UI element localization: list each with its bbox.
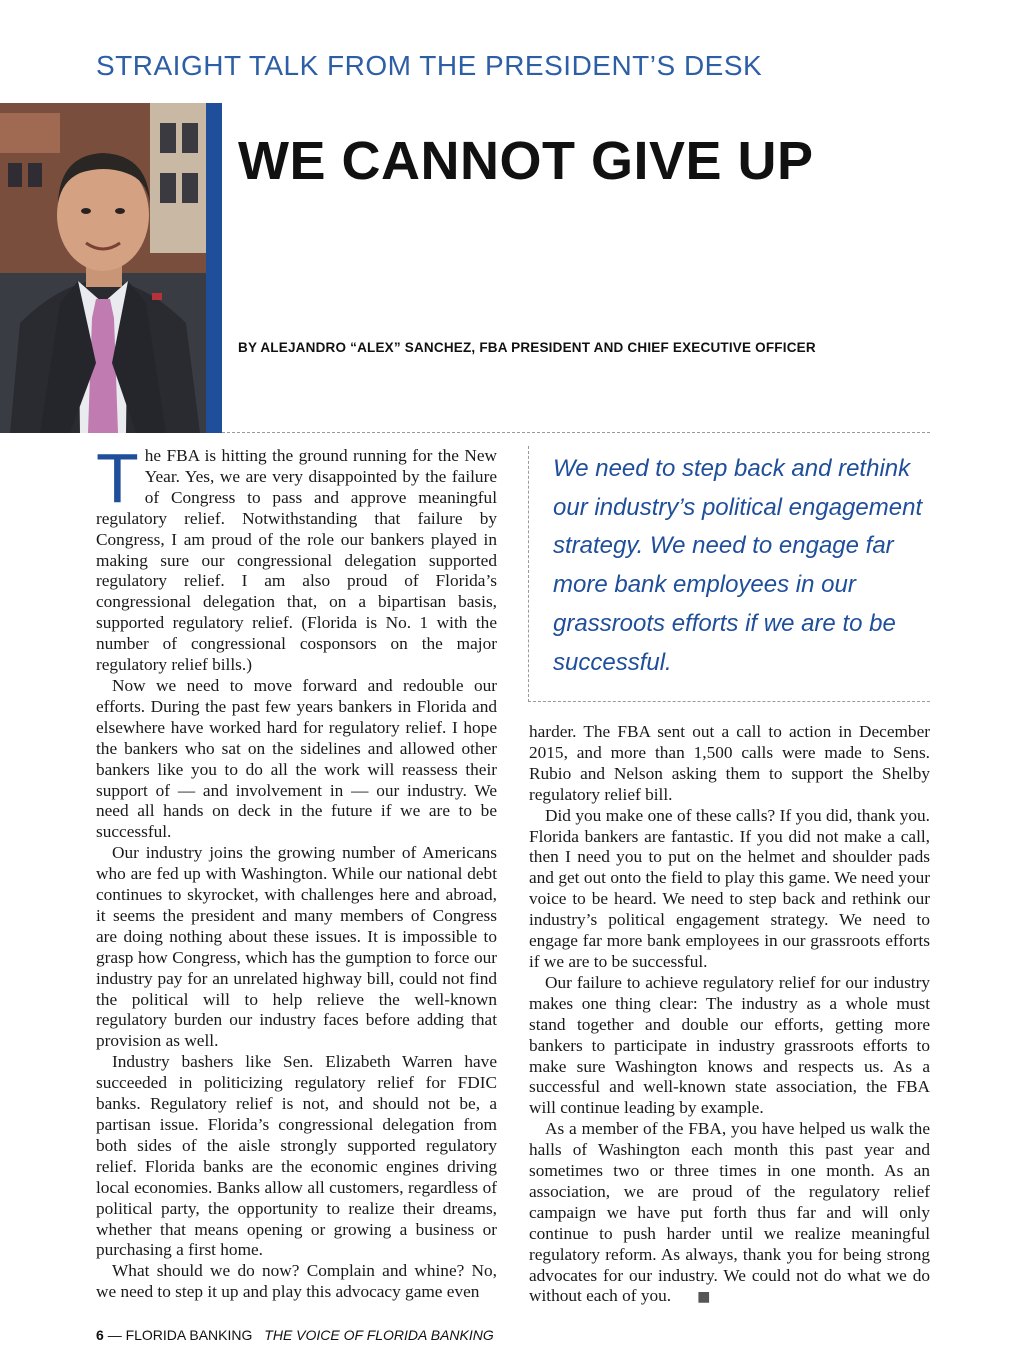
publication-tagline: THE VOICE OF FLORIDA BANKING [264,1327,494,1343]
article-paragraph: Industry bashers like Sen. Elizabeth Warren have succeeded in politicizing regulatory relief for FDIC banks. Regulatory relief is not, and should not be, a partisan issue. Florida’s congressional delegation from both sides of the aisle strongly supported regulatory relief. Florida banks are the economic engines driving local economies. Banks allow all customers, regardless of political party, the opportunity to realize their dreams, whether that means opening or growing a business or purchasing a first home. [96,1052,497,1260]
end-of-story-icon: ■ [697,1289,711,1306]
article-paragraph: As a member of the FBA, you have helped us walk the halls of Washington each month this past year and sometimes two or three times in one month. As an association, we are proud of the regulatory relief campaign we have put forth thus far and will only continue to push harder until we realize meaningful regulatory reform. As always, thank you for being strong advocates for our industry. We could not do what we do without each of you. ■ [529,1119,930,1308]
page-number: 6 [96,1327,104,1343]
article-headline: WE CANNOT GIVE UP [238,131,814,191]
article-column-right [529,722,930,1308]
page-footer [96,1327,494,1343]
article-column-left [96,439,497,1303]
pull-quote-box [528,446,930,702]
article-paragraph: The FBA is hitting the ground running for the New Year. Yes, we are very disappointed by the failure of Congress to pass and approve meaningful regulatory relief. Notwithstanding that failure by Congress, I am proud of the role our bankers played in making sure our congressional delegation supported regulatory relief. I am also proud of Florida’s congressional delegation that, on a bipartisan basis, supported regulatory relief. (Florida is No. 1 with the number of congressional cosponsors on the major regulatory relief bills.) [96,439,497,675]
section-kicker: STRAIGHT TALK FROM THE PRESIDENT’S DESK [96,50,763,81]
article-paragraph: Now we need to move forward and redouble our efforts. During the past few years bankers in Florida and elsewhere have worked hard for regulatory relief. I hope the bankers who sat on the sidelines and allowed other bankers like you to do all the work will reassess their support of — and involvement in — our industry. We need all hands on deck in the future if we are to be successful. [96,675,497,842]
divider-rule [222,432,930,433]
article-paragraph: Our failure to achieve regulatory relief for our industry makes one thing clear: The industry as a whole must stand together and double our efforts, getting more bankers to participate in industry grassroots efforts to make sure Washington knows and respects us. As a successful and well-known state association, the FBA will continue leading by example. [529,972,930,1118]
footer-separator: — [107,1327,122,1343]
author-photo [0,103,206,433]
article-paragraph: Our industry joins the growing number of Americans who are fed up with Washington. While our national debt continues to skyrocket, with challenges here and abroad, it seems the president and many members of Congress are doing nothing about these issues. It is impossible to grasp how Congress, which has the gumption to force our industry pay for an unrelated highway bill, could not find the political will to help relieve the well-known regulatory burden our industry faces before adding that provision as well. [96,843,497,1051]
article-paragraph: harder. The FBA sent out a call to action in December 2015, and more than 1,500 calls were made to Sens. Rubio and Nelson asking them to support the Shelby regulatory relief bill. [529,722,930,804]
drop-cap: T [96,439,139,517]
article-paragraph: Did you make one of these calls? If you did, thank you. Florida bankers are fantastic. If you did not make a call, then I need you to put on the helmet and shoulder pads and get out onto the field to play this game. We need your voice to be heard. We need to step back and rethink our industry’s political engagement strategy. We need to engage far more bank employees in our grassroots efforts if we are to be successful. [529,805,930,971]
article-byline: BY ALEJANDRO “ALEX” SANCHEZ, FBA PRESIDENT AND CHIEF EXECUTIVE OFFICER [238,340,816,355]
publication-name: FLORIDA BANKING [125,1327,253,1343]
accent-bar [206,103,222,433]
pull-quote: We need to step back and rethink our industry’s political engagement strategy. We need to engage far more bank employees in our grassroots efforts if we are to be successful. [553,455,923,676]
article-paragraph: What should we do now? Complain and whine? No, we need to step it up and play this advocacy game even [96,1261,497,1302]
